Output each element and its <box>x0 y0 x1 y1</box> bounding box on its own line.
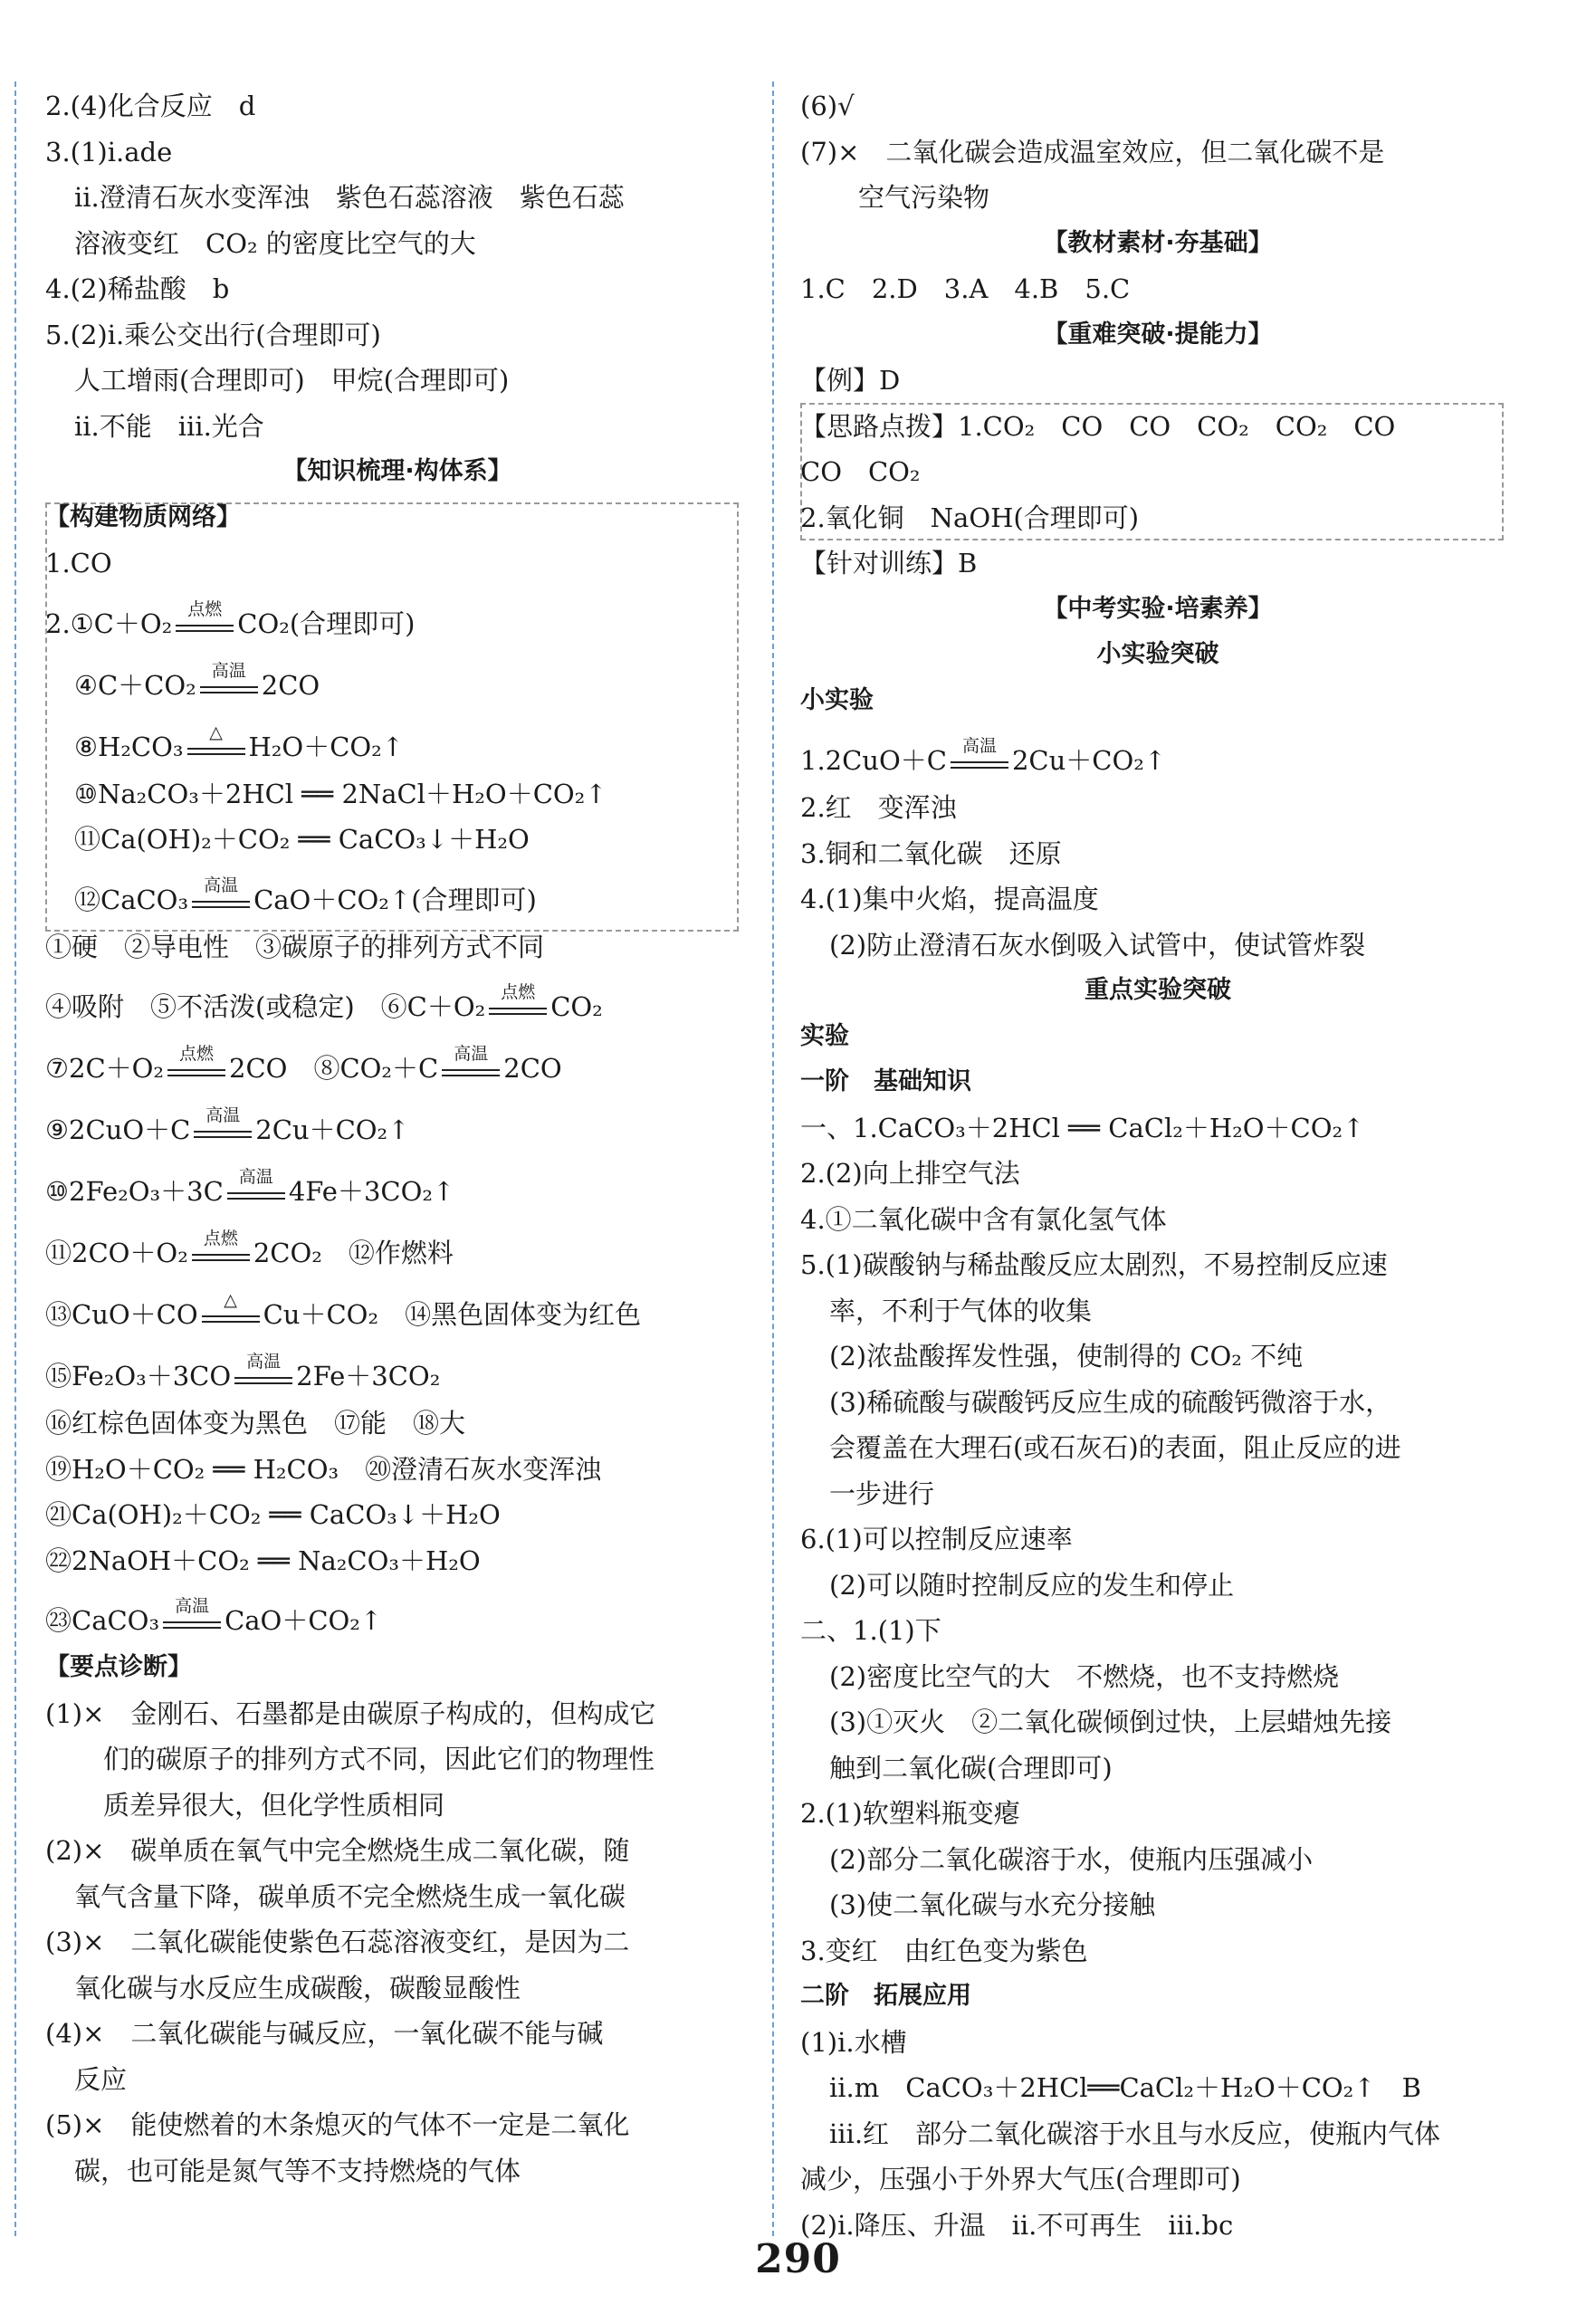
reaction-condition <box>442 1044 500 1084</box>
reaction-condition <box>202 1290 260 1330</box>
reaction-condition <box>200 660 258 701</box>
answer-line: 6.(1)可以控制反应速率 <box>800 1524 1073 1554</box>
answer-line: 人工增雨(合理即可) 甲烷(合理即可) <box>74 365 510 396</box>
equation-line: ⑪Ca(OH)₂＋CO₂ ══ CaCO₃↓＋H₂O <box>74 824 530 855</box>
equation-lhs: ④吸附 ⑤不活泼(或稳定) ⑥C＋O₂ <box>45 991 486 1022</box>
answer-line: 碳，也可能是氮气等不支持燃烧的气体 <box>74 2155 521 2186</box>
equation-rhs: H₂O＋CO₂↑ <box>248 731 405 762</box>
equation-line <box>45 710 750 771</box>
answer-line: ⑲H₂O＋CO₂ ══ H₂CO₃ ⑳澄清石灰水变浑浊 <box>45 1453 602 1485</box>
section-heading: 【中考实验·培素养】 <box>1043 594 1273 623</box>
answer-line: 2.(1)软塑料瓶变瘪 <box>800 1798 1020 1829</box>
answer-line: 氧气含量下降，碳单质不完全燃烧生成一氧化碳 <box>74 1880 626 1912</box>
equation-line <box>45 970 750 1031</box>
subsection-heading: 实验 <box>800 1021 849 1050</box>
answer-line: 1.CO <box>45 548 112 578</box>
equation-line: ⑩Na₂CO₃＋2HCl ══ 2NaCl＋H₂O＋CO₂↑ <box>74 778 607 809</box>
answer-line: CO CO₂ <box>800 456 921 487</box>
equation-rhs: CaO＋CO₂↑ <box>225 1605 383 1636</box>
answer-line: ⅱ.不能 ⅲ.光合 <box>74 410 264 442</box>
answer-line: (3)× 二氧化碳能使紫色石蕊溶液变红，是因为二 <box>45 1927 630 1957</box>
answer-line: 3.铜和二氧化碳 还原 <box>800 837 1062 869</box>
reaction-condition <box>167 1044 225 1084</box>
equation-line: ㉑Ca(OH)₂＋CO₂ ══ CaCO₃↓＋H₂O <box>45 1499 501 1530</box>
answer-line: (4)× 二氧化碳能与碱反应，一氧化碳不能与碱 <box>45 2018 604 2049</box>
left-margin-rule <box>14 81 16 2236</box>
equation-lhs: ⑧H₂CO₃ <box>74 731 184 762</box>
answer-line: 二、1.(1)下 <box>800 1615 941 1646</box>
section-heading: 【知识梳理·构体系】 <box>282 457 512 485</box>
equation-lhs: ⑬CuO＋CO <box>45 1299 198 1330</box>
subsection-heading: 一阶 基础知识 <box>800 1067 971 1095</box>
reaction-condition <box>192 1229 250 1268</box>
answer-line: 【思路点拨】1.CO₂ CO CO CO₂ CO₂ CO <box>800 410 1396 442</box>
answer-line: 【例】D <box>800 365 901 396</box>
condition-label: △ <box>224 1290 237 1310</box>
condition-label: 点燃 <box>187 598 223 619</box>
section-heading: 【教材素材·夯基础】 <box>1043 228 1273 257</box>
answer-line: 触到二氧化碳(合理即可) <box>829 1752 1113 1783</box>
condition-label: △ <box>209 722 223 742</box>
reaction-condition <box>163 1596 221 1636</box>
answer-line: 【针对训练】B <box>800 548 978 578</box>
condition-label: 点燃 <box>179 1044 215 1064</box>
subsection-heading: 二阶 拓展应用 <box>800 1982 971 2010</box>
answer-line: (2)ⅰ.降压、升温 ⅱ.不可再生 ⅲ.bc <box>800 2209 1234 2241</box>
condition-label: 高温 <box>175 1596 210 1616</box>
answer-line: (2)× 碳单质在氧气中完全燃烧生成二氧化碳，随 <box>45 1835 630 1866</box>
column-divider <box>772 81 774 2236</box>
equation-lhs: ⑦2C＋O₂ <box>45 1053 165 1084</box>
answer-line: (3)使二氧化碳与水充分接触 <box>829 1889 1156 1920</box>
answer-line: 质差异很大，但化学性质相同 <box>103 1789 445 1821</box>
answer-line: 氧化碳与水反应生成碳酸，碳酸显酸性 <box>74 1972 521 2003</box>
equation-rhs: 2Cu＋CO₂↑ <box>1011 745 1167 776</box>
answer-line: 4.(1)集中火焰，提高温度 <box>800 884 1099 914</box>
answer-line: 5.(2)ⅰ.乘公交出行(合理即可) <box>45 319 381 350</box>
answer-line: 率，不利于气体的收集 <box>829 1295 1093 1326</box>
answer-line: 2.红 变浑浊 <box>800 792 957 823</box>
equation-line: ⅱ.m CaCO₃＋2HCl══CaCl₂＋H₂O＋CO₂↑ B <box>829 2072 1421 2103</box>
equation-rhs: 2CO <box>261 669 320 701</box>
left-column <box>45 83 750 2194</box>
equation-rhs: 2CO <box>503 1053 562 1084</box>
answer-line: 1.C 2.D 3.A 4.B 5.C <box>800 273 1131 304</box>
condition-label: 高温 <box>238 1167 273 1187</box>
equation-lhs: ㉓CaCO₃ <box>45 1605 160 1636</box>
condition-label: 高温 <box>454 1044 489 1064</box>
answer-line: (5)× 能使燃着的木条熄灭的气体不一定是二氧化 <box>45 2109 630 2140</box>
reaction-condition <box>234 1352 292 1391</box>
equation-lhs: 2.①C＋O₂ <box>45 607 173 639</box>
equation-lhs: ⑮Fe₂O₃＋3CO <box>45 1361 232 1391</box>
subsection-heading: 小实验 <box>800 685 874 714</box>
answer-line: ⑯红棕色固体变为黑色 ⑰能 ⑱大 <box>45 1408 466 1439</box>
condition-label: 高温 <box>204 875 239 895</box>
answer-line: (2)浓盐酸挥发性强，使制得的 CO₂ 不纯 <box>829 1341 1304 1372</box>
equation-lhs: 1.2CuO＋C <box>800 745 947 776</box>
equation-rhs: CO₂(合理即可) <box>237 607 416 639</box>
answer-line: 们的碳原子的排列方式不同，因此它们的物理性 <box>103 1744 655 1774</box>
answer-line: 5.(1)碳酸钠与稀盐酸反应太剧烈，不易控制反应速 <box>800 1249 1388 1280</box>
answer-line: ⅱ.澄清石灰水变浑浊 紫色石蕊溶液 紫色石蕊 <box>74 182 625 213</box>
equation-line <box>45 863 750 924</box>
equation-line <box>45 1031 750 1093</box>
box-heading: 【要点诊断】 <box>45 1653 192 1681</box>
condition-label: 高温 <box>205 1105 241 1125</box>
equation-line: ㉒2NaOH＋CO₂ ══ Na₂CO₃＋H₂O <box>45 1544 481 1576</box>
condition-label: 高温 <box>961 736 997 756</box>
answer-line: 4.①二氧化碳中含有氯化氢气体 <box>800 1203 1167 1235</box>
subsection-heading: 重点实验突破 <box>1085 976 1231 1004</box>
equation-rhs: 4Fe＋3CO₂↑ <box>288 1176 455 1207</box>
answer-line: (3)稀硫酸与碳酸钙反应生成的硫酸钙微溶于水， <box>829 1386 1392 1418</box>
equation-line <box>45 1216 750 1277</box>
right-column <box>800 83 1515 2248</box>
equation-lhs: ④C＋CO₂ <box>74 669 196 701</box>
answer-line: (1)ⅰ.水槽 <box>800 2026 907 2058</box>
answer-line: 4.(2)稀盐酸 b <box>45 273 230 304</box>
condition-label: 高温 <box>246 1352 282 1372</box>
answer-line: (3)①灭火 ②二氧化碳倾倒过快，上层蜡烛先接 <box>829 1707 1392 1737</box>
equation-rhs: Cu＋CO₂ ⑭黑色固体变为红色 <box>263 1299 642 1330</box>
answer-line: 溶液变红 CO₂ 的密度比空气的大 <box>74 227 476 259</box>
answer-line: 空气污染物 <box>858 182 990 213</box>
equation-line <box>45 1583 750 1645</box>
answer-line: ⅲ.红 部分二氧化碳溶于水且与水反应，使瓶内气体 <box>829 2118 1441 2149</box>
equation-line <box>45 587 750 648</box>
page-number: 290 <box>755 2236 841 2282</box>
reaction-condition <box>176 598 234 639</box>
equation-line <box>45 1154 750 1216</box>
equation-line <box>45 1277 750 1339</box>
equation-lhs: ⑫CaCO₃ <box>74 884 189 915</box>
reaction-condition <box>194 1105 252 1145</box>
answer-line: 2.(2)向上排空气法 <box>800 1158 1020 1189</box>
section-heading: 【重难突破·提能力】 <box>1043 320 1273 349</box>
condition-label: 点燃 <box>203 1229 238 1248</box>
condition-label: 高温 <box>211 660 246 681</box>
reaction-condition <box>192 875 250 915</box>
box-heading: 【构建物质网络】 <box>45 502 241 531</box>
equation-lhs: ⑪2CO＋O₂ <box>45 1238 188 1268</box>
answer-line: 2.氧化铜 NaOH(合理即可) <box>800 502 1140 533</box>
equation-rhs: 2CO₂ ⑫作燃料 <box>253 1238 454 1268</box>
answer-line: 减少，压强小于外界大气压(合理即可) <box>800 2164 1241 2194</box>
equation-mid: 2CO ⑧CO₂＋C <box>229 1053 439 1084</box>
reaction-condition <box>187 722 245 762</box>
equation-lhs: ⑨2CuO＋C <box>45 1114 191 1145</box>
subsection-heading: 小实验突破 <box>1096 640 1219 668</box>
answer-line: (2)部分二氧化碳溶于水，使瓶内压强减小 <box>829 1843 1314 1875</box>
equation-line <box>45 1339 750 1401</box>
answer-line: ①硬 ②导电性 ③碳原子的排列方式不同 <box>45 931 545 962</box>
answer-line: 反应 <box>74 2063 128 2095</box>
equation-line <box>45 1093 750 1154</box>
equation-line <box>800 723 1515 785</box>
equation-rhs: 2Cu＋CO₂↑ <box>255 1114 410 1145</box>
equation-lhs: ⑩2Fe₂O₃＋3C <box>45 1176 224 1207</box>
equation-rhs: CO₂ <box>550 991 603 1022</box>
answer-line: (2)密度比空气的大 不燃烧，也不支持燃烧 <box>829 1660 1340 1692</box>
answer-line: (2)可以随时控制反应的发生和停止 <box>829 1569 1235 1601</box>
answer-line: (7)× 二氧化碳会造成温室效应，但二氧化碳不是 <box>800 136 1385 167</box>
answer-line: (6)√ <box>800 91 855 121</box>
equation-rhs: 2Fe＋3CO₂ <box>296 1361 441 1391</box>
reaction-condition <box>227 1167 285 1207</box>
answer-line: 3.(1)ⅰ.ade <box>45 136 173 167</box>
equation-line: 一、1.CaCO₃＋2HCl ══ CaCl₂＋H₂O＋CO₂↑ <box>800 1112 1365 1143</box>
reaction-condition <box>951 736 1008 776</box>
equation-line <box>45 648 750 710</box>
answer-line: (2)防止澄清石灰水倒吸入试管中，使试管炸裂 <box>829 929 1366 961</box>
answer-line: (1)× 金刚石、石墨都是由碳原子构成的，但构成它 <box>45 1697 656 1729</box>
condition-label: 点燃 <box>501 982 536 1002</box>
answer-line: 2.(4)化合反应 d <box>45 91 256 121</box>
equation-rhs: CaO＋CO₂↑(合理即可) <box>253 884 537 915</box>
reaction-condition <box>489 982 547 1022</box>
answer-line: 3.变红 由红色变为紫色 <box>800 1935 1088 1966</box>
answer-line: 会覆盖在大理石(或石灰石)的表面，阻止反应的进 <box>829 1432 1401 1463</box>
answer-line: 一步进行 <box>829 1477 935 1509</box>
